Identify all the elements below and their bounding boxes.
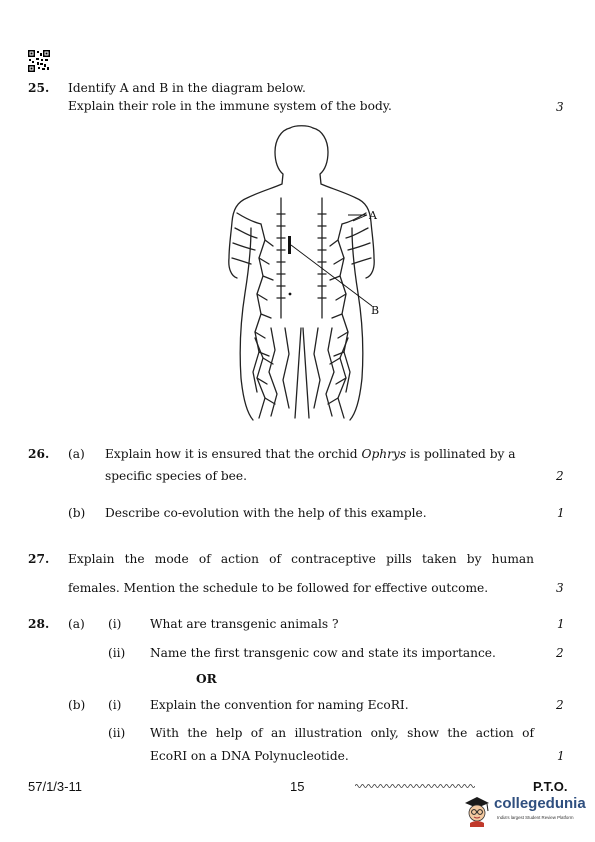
q26-part-a-line-2: specific species of bee. — [105, 469, 247, 483]
q28-b-i-label: (i) — [108, 698, 122, 712]
q28-b-ii-line-2: EcoRI on a DNA Polynucleotide. — [150, 749, 349, 763]
q26-part-b-marks: 1 — [557, 506, 565, 520]
q28-a-i-marks: 1 — [557, 617, 565, 631]
q28-a-ii-text: Name the first transgenic cow and state its importance. — [150, 646, 496, 660]
q28-a-i-label: (i) — [108, 617, 122, 631]
diagram-label-a: A — [369, 209, 377, 222]
or-separator: OR — [196, 672, 217, 686]
q28-a-ii-marks: 2 — [556, 646, 564, 660]
q25-marks: 3 — [556, 100, 564, 114]
q28-b-ii-marks: 1 — [557, 749, 565, 763]
q27-line-1: Explain the mode of action of contraceptive pills taken by human — [68, 552, 534, 566]
student-mascot-icon — [462, 795, 492, 827]
brand-tagline: India's largest Student Review Platform — [497, 815, 574, 820]
q28-b-ii-label: (ii) — [108, 726, 126, 740]
wavy-line-decoration — [355, 782, 475, 790]
qr-code — [28, 50, 50, 72]
q28-part-a-label: (a) — [68, 617, 85, 631]
question-number-27: 27. — [28, 552, 50, 566]
question-number-28: 28. — [28, 617, 50, 631]
q28-a-i-text: What are transgenic animals ? — [150, 617, 339, 631]
page-number: 15 — [290, 779, 305, 794]
q26-part-a-marks: 2 — [556, 469, 564, 483]
q26-part-b-text: Describe co-evolution with the help of this example. — [105, 506, 427, 520]
lymphatic-system-diagram — [215, 118, 400, 428]
q26-part-a-line-1: Explain how it is ensured that the orchid Ophrys is pollinated by a — [105, 447, 516, 461]
diagram-label-b: B — [371, 304, 380, 317]
q26-part-a-label: (a) — [68, 447, 85, 461]
q26-part-b-label: (b) — [68, 506, 86, 520]
paper-code: 57/1/3-11 — [28, 779, 82, 794]
q27-line-2: females. Mention the schedule to be followed for effective outcome. — [68, 581, 489, 595]
question-number-26: 26. — [28, 447, 50, 461]
q25-line-2: Explain their role in the immune system of the body. — [68, 99, 392, 113]
q25-line-1: Identify A and B in the diagram below. — [68, 81, 306, 95]
q28-b-i-marks: 2 — [556, 698, 564, 712]
q28-b-ii-line-1: With the help of an illustration only, show the action of — [150, 726, 534, 740]
q28-b-i-text: Explain the convention for naming EcoRI. — [150, 698, 409, 712]
brand-name: collegedunia — [494, 795, 586, 812]
q28-a-ii-label: (ii) — [108, 646, 126, 660]
question-number-25: 25. — [28, 81, 50, 95]
q28-part-b-label: (b) — [68, 698, 86, 712]
pto-label: P.T.O. — [533, 779, 568, 794]
q27-marks: 3 — [556, 581, 564, 595]
